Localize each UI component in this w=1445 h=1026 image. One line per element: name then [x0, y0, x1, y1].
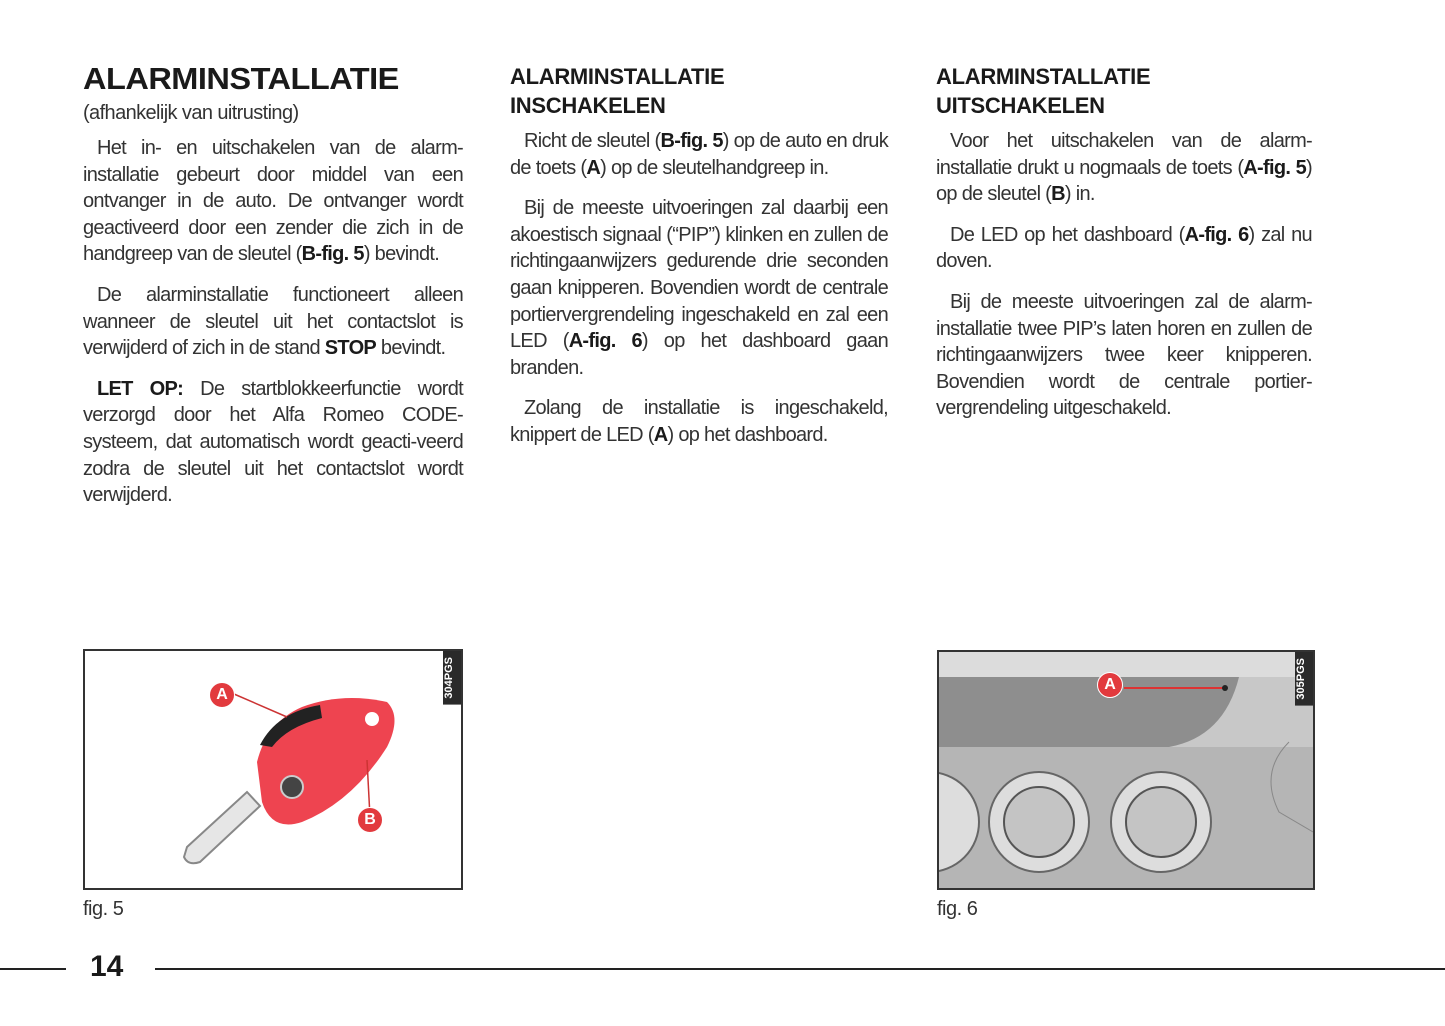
figure-key — [83, 649, 463, 890]
warning-paragraph: LET OP: De startblokkeerfunctie wordt verzorgd door het Alfa Romeo CODE-systeem, dat automatisch wordt geacti-veerd zodra de sleutel uit het contactslot wordt verwijderd. — [83, 377, 463, 507]
column-2 — [510, 62, 888, 463]
footer-rule — [0, 968, 66, 970]
section-heading: ALARMINSTALLATIE INSCHAKELEN — [510, 64, 725, 118]
figure-code: 304PGS — [443, 651, 461, 705]
paragraph: De LED op het dashboard (A-fig. 6) zal nu doven. — [936, 223, 1312, 273]
paragraph: De alarminstallatie functioneert alleen wanneer de sleutel uit het contactslot is verwijderd of zich in de stand STOP bevindt. — [83, 283, 463, 360]
column-3 — [936, 62, 1312, 436]
paragraph: Bij de meeste uitvoeringen zal daarbij een akoestisch signaal (“PIP”) klinken en zullen de richtingaanwijzers gedurende drie seconden gaan knipperen. Bovendien wordt de centrale portiervergrendeling ingeschakeld en zal een LED (A-fig. 6) op het dashboard gaan branden. — [510, 197, 888, 379]
section-heading: ALARMINSTALLATIE UITSCHAKELEN — [936, 64, 1151, 118]
callout-a: A — [209, 682, 235, 708]
paragraph: Zolang de installatie is ingeschakeld, knippert de LED (A) op het dashboard. — [510, 397, 888, 446]
footer-rule — [155, 968, 1445, 970]
section-title: ALARMINSTALLATIE — [83, 61, 399, 96]
paragraph: Bij de meeste uitvoeringen zal de alarm-installatie twee PIP’s laten horen en zullen de richtingaanwijzers twee keer knipperen. Bovendien wordt de centrale portier-vergrendeling uitgeschakeld. — [936, 290, 1312, 420]
dashboard-illustration — [939, 652, 1313, 888]
callout-b: B — [357, 807, 383, 833]
page-number: 14 — [90, 950, 124, 983]
figure-caption: fig. 5 — [83, 898, 124, 920]
callout-a: A — [1097, 672, 1123, 698]
paragraph: Het in- en uitschakelen van de alarm-installatie gebeurt door middel van een ontvanger in de auto. De ontvanger wordt geactiveerd door een zender die zich in de handgreep van de sleutel (B-fig. 5) bevindt. — [83, 137, 463, 266]
column-1 — [83, 60, 463, 523]
key-illustration — [85, 651, 461, 888]
figure-dashboard — [937, 650, 1315, 890]
figure-caption: fig. 6 — [937, 898, 978, 920]
subtitle: (afhankelijk van uitrusting) — [83, 102, 299, 124]
figure-code: 305PGS — [1295, 652, 1313, 706]
paragraph: Voor het uitschakelen van de alarm-installatie drukt u nogmaals de toets (A-fig. 5) op de sleutel (B) in. — [936, 130, 1312, 206]
paragraph: Richt de sleutel (B-fig. 5) op de auto en druk de toets (A) op de sleutelhandgreep in. — [510, 130, 889, 179]
